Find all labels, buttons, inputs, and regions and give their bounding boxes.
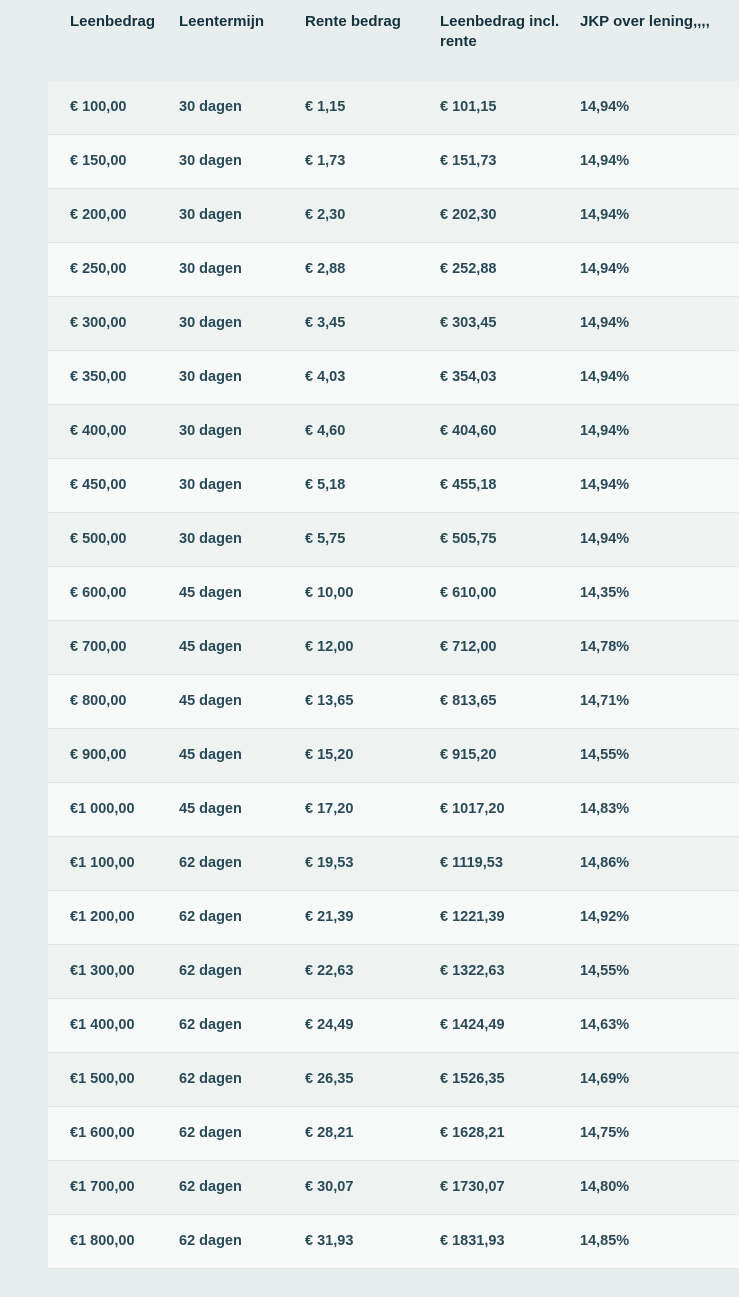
table-row xyxy=(48,944,739,998)
cell-leenbedrag: € 200,00 xyxy=(48,188,165,242)
cell-jkp: 14,78% xyxy=(580,620,739,674)
cell-jkp: 14,94% xyxy=(580,512,739,566)
cell-leentermijn: 45 dagen xyxy=(165,620,305,674)
cell-rente-bedrag: € 4,03 xyxy=(305,350,440,404)
cell-leenbedrag: € 600,00 xyxy=(48,566,165,620)
cell-jkp: 14,63% xyxy=(580,998,739,1052)
table-header xyxy=(48,0,739,81)
cell-leentermijn: 30 dagen xyxy=(165,404,305,458)
table-row xyxy=(48,836,739,890)
cell-jkp: 14,71% xyxy=(580,674,739,728)
cell-leenbedrag: €1 400,00 xyxy=(48,998,165,1052)
table-row xyxy=(48,1052,739,1106)
column-header-leenbedrag-incl-rente: Leenbedrag incl. rente xyxy=(440,0,580,81)
table-row xyxy=(48,566,739,620)
cell-leentermijn: 45 dagen xyxy=(165,566,305,620)
cell-rente-bedrag: € 2,88 xyxy=(305,242,440,296)
cell-leentermijn: 45 dagen xyxy=(165,782,305,836)
column-header-leenbedrag: Leenbedrag xyxy=(48,0,165,81)
table-body xyxy=(48,81,739,1269)
cell-rente-bedrag: € 19,53 xyxy=(305,836,440,890)
cell-jkp: 14,94% xyxy=(580,404,739,458)
cell-rente-bedrag: € 10,00 xyxy=(305,566,440,620)
cell-leenbedrag-incl-rente: € 1526,35 xyxy=(440,1052,580,1106)
cell-rente-bedrag: € 3,45 xyxy=(305,296,440,350)
cell-rente-bedrag: € 22,63 xyxy=(305,944,440,998)
cell-leentermijn: 62 dagen xyxy=(165,836,305,890)
cell-leenbedrag: €1 000,00 xyxy=(48,782,165,836)
cell-leentermijn: 62 dagen xyxy=(165,998,305,1052)
table-row xyxy=(48,134,739,188)
cell-leenbedrag: € 450,00 xyxy=(48,458,165,512)
cell-leenbedrag: € 800,00 xyxy=(48,674,165,728)
cell-leenbedrag: €1 300,00 xyxy=(48,944,165,998)
cell-leenbedrag-incl-rente: € 1424,49 xyxy=(440,998,580,1052)
cell-leentermijn: 45 dagen xyxy=(165,674,305,728)
table-row xyxy=(48,1160,739,1214)
cell-leenbedrag: € 900,00 xyxy=(48,728,165,782)
cell-jkp: 14,69% xyxy=(580,1052,739,1106)
cell-leenbedrag-incl-rente: € 1017,20 xyxy=(440,782,580,836)
table-row xyxy=(48,242,739,296)
cell-leenbedrag-incl-rente: € 1730,07 xyxy=(440,1160,580,1214)
cell-leenbedrag: € 350,00 xyxy=(48,350,165,404)
cell-leenbedrag: € 400,00 xyxy=(48,404,165,458)
cell-leentermijn: 30 dagen xyxy=(165,458,305,512)
cell-leentermijn: 62 dagen xyxy=(165,1052,305,1106)
cell-leenbedrag: € 700,00 xyxy=(48,620,165,674)
cell-leenbedrag: €1 500,00 xyxy=(48,1052,165,1106)
cell-leenbedrag-incl-rente: € 101,15 xyxy=(440,81,580,135)
cell-leentermijn: 30 dagen xyxy=(165,512,305,566)
cell-leenbedrag-incl-rente: € 1119,53 xyxy=(440,836,580,890)
cell-rente-bedrag: € 28,21 xyxy=(305,1106,440,1160)
cell-rente-bedrag: € 5,18 xyxy=(305,458,440,512)
table-row xyxy=(48,620,739,674)
cell-jkp: 14,94% xyxy=(580,188,739,242)
cell-leenbedrag-incl-rente: € 712,00 xyxy=(440,620,580,674)
cell-jkp: 14,55% xyxy=(580,944,739,998)
cell-leenbedrag: €1 800,00 xyxy=(48,1214,165,1268)
cell-leenbedrag-incl-rente: € 1831,93 xyxy=(440,1214,580,1268)
cell-rente-bedrag: € 2,30 xyxy=(305,188,440,242)
cell-leenbedrag: € 100,00 xyxy=(48,81,165,135)
loan-rate-table xyxy=(48,0,739,1269)
table-row xyxy=(48,512,739,566)
table-row xyxy=(48,458,739,512)
cell-rente-bedrag: € 4,60 xyxy=(305,404,440,458)
cell-leentermijn: 30 dagen xyxy=(165,296,305,350)
cell-leenbedrag-incl-rente: € 354,03 xyxy=(440,350,580,404)
cell-jkp: 14,94% xyxy=(580,134,739,188)
cell-rente-bedrag: € 1,73 xyxy=(305,134,440,188)
cell-leenbedrag: €1 700,00 xyxy=(48,1160,165,1214)
cell-leenbedrag-incl-rente: € 151,73 xyxy=(440,134,580,188)
cell-leenbedrag-incl-rente: € 303,45 xyxy=(440,296,580,350)
cell-rente-bedrag: € 5,75 xyxy=(305,512,440,566)
table-row xyxy=(48,890,739,944)
cell-jkp: 14,85% xyxy=(580,1214,739,1268)
table-row xyxy=(48,188,739,242)
table-row xyxy=(48,296,739,350)
cell-leenbedrag-incl-rente: € 1221,39 xyxy=(440,890,580,944)
cell-jkp: 14,35% xyxy=(580,566,739,620)
cell-jkp: 14,94% xyxy=(580,242,739,296)
table-row xyxy=(48,728,739,782)
cell-jkp: 14,83% xyxy=(580,782,739,836)
cell-rente-bedrag: € 31,93 xyxy=(305,1214,440,1268)
cell-jkp: 14,94% xyxy=(580,350,739,404)
cell-jkp: 14,80% xyxy=(580,1160,739,1214)
cell-leenbedrag-incl-rente: € 610,00 xyxy=(440,566,580,620)
table-row xyxy=(48,350,739,404)
table-row xyxy=(48,404,739,458)
cell-leenbedrag: € 500,00 xyxy=(48,512,165,566)
cell-leenbedrag-incl-rente: € 813,65 xyxy=(440,674,580,728)
cell-jkp: 14,94% xyxy=(580,81,739,135)
column-header-rente-bedrag: Rente bedrag xyxy=(305,0,440,81)
table-row xyxy=(48,1106,739,1160)
table-row xyxy=(48,1214,739,1268)
cell-jkp: 14,55% xyxy=(580,728,739,782)
cell-leenbedrag-incl-rente: € 252,88 xyxy=(440,242,580,296)
cell-leenbedrag: €1 200,00 xyxy=(48,890,165,944)
cell-rente-bedrag: € 13,65 xyxy=(305,674,440,728)
cell-jkp: 14,86% xyxy=(580,836,739,890)
cell-jkp: 14,94% xyxy=(580,296,739,350)
table-row xyxy=(48,674,739,728)
table-header-row xyxy=(48,0,739,81)
column-header-jkp-over-lening: JKP over lening,,,, xyxy=(580,0,739,81)
cell-rente-bedrag: € 15,20 xyxy=(305,728,440,782)
cell-rente-bedrag: € 24,49 xyxy=(305,998,440,1052)
cell-leenbedrag-incl-rente: € 1628,21 xyxy=(440,1106,580,1160)
column-header-leentermijn: Leentermijn xyxy=(165,0,305,81)
cell-leentermijn: 62 dagen xyxy=(165,1214,305,1268)
page-bottom-spacer xyxy=(0,1269,739,1297)
cell-jkp: 14,94% xyxy=(580,458,739,512)
cell-leenbedrag: € 300,00 xyxy=(48,296,165,350)
cell-rente-bedrag: € 17,20 xyxy=(305,782,440,836)
table-row xyxy=(48,782,739,836)
cell-leenbedrag: €1 600,00 xyxy=(48,1106,165,1160)
cell-leenbedrag: € 250,00 xyxy=(48,242,165,296)
table-row xyxy=(48,81,739,135)
cell-rente-bedrag: € 1,15 xyxy=(305,81,440,135)
cell-rente-bedrag: € 30,07 xyxy=(305,1160,440,1214)
cell-leenbedrag-incl-rente: € 404,60 xyxy=(440,404,580,458)
cell-leentermijn: 30 dagen xyxy=(165,134,305,188)
cell-leenbedrag-incl-rente: € 505,75 xyxy=(440,512,580,566)
table-row xyxy=(48,998,739,1052)
cell-leentermijn: 62 dagen xyxy=(165,890,305,944)
cell-leenbedrag-incl-rente: € 202,30 xyxy=(440,188,580,242)
cell-leenbedrag-incl-rente: € 455,18 xyxy=(440,458,580,512)
cell-rente-bedrag: € 26,35 xyxy=(305,1052,440,1106)
cell-leentermijn: 62 dagen xyxy=(165,1160,305,1214)
cell-leentermijn: 30 dagen xyxy=(165,350,305,404)
cell-leentermijn: 45 dagen xyxy=(165,728,305,782)
cell-leenbedrag-incl-rente: € 915,20 xyxy=(440,728,580,782)
cell-leentermijn: 62 dagen xyxy=(165,944,305,998)
cell-jkp: 14,92% xyxy=(580,890,739,944)
cell-leentermijn: 62 dagen xyxy=(165,1106,305,1160)
cell-leentermijn: 30 dagen xyxy=(165,188,305,242)
cell-leenbedrag: € 150,00 xyxy=(48,134,165,188)
cell-rente-bedrag: € 21,39 xyxy=(305,890,440,944)
cell-leenbedrag: €1 100,00 xyxy=(48,836,165,890)
cell-jkp: 14,75% xyxy=(580,1106,739,1160)
cell-rente-bedrag: € 12,00 xyxy=(305,620,440,674)
cell-leentermijn: 30 dagen xyxy=(165,81,305,135)
cell-leenbedrag-incl-rente: € 1322,63 xyxy=(440,944,580,998)
cell-leentermijn: 30 dagen xyxy=(165,242,305,296)
